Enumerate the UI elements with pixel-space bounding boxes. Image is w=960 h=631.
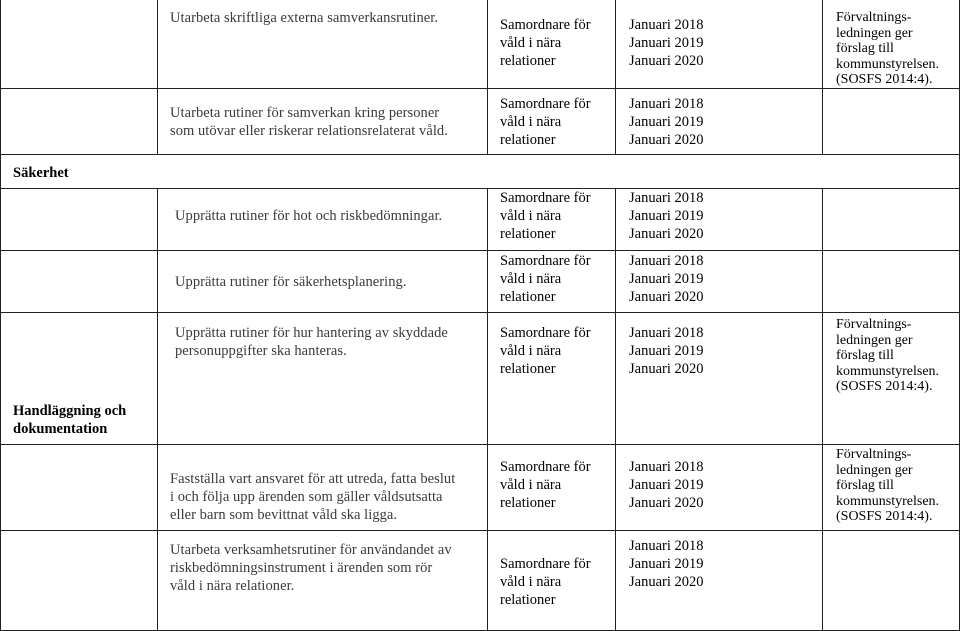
task-cell xyxy=(175,324,448,360)
task-line: Utarbeta skriftliga externa samverkansrutiner. xyxy=(170,10,439,26)
timeline-line: Januari 2020 xyxy=(629,495,704,511)
timeline-cell xyxy=(629,16,704,70)
note-line: ledningen ger xyxy=(836,332,913,348)
task-cell xyxy=(170,104,448,140)
responsible-line: våld i nära xyxy=(500,114,562,130)
responsible-line: våld i nära xyxy=(500,35,562,51)
responsible-line: våld i nära xyxy=(500,208,562,224)
timeline-cell xyxy=(629,324,704,378)
section-label-handlaggning xyxy=(13,402,126,438)
timeline-line: Januari 2020 xyxy=(629,132,704,148)
note-line: kommunstyrelsen. xyxy=(836,363,940,379)
responsible-line: Samordnare för xyxy=(500,556,591,572)
responsible-line: relationer xyxy=(500,289,556,305)
note-line: Förvaltnings- xyxy=(836,447,912,462)
column-border xyxy=(0,0,1,631)
note-line: förslag till xyxy=(836,41,894,56)
note-line: ledningen ger xyxy=(836,25,913,41)
timeline-line: Januari 2018 xyxy=(629,325,704,341)
column-border xyxy=(615,188,616,631)
note-line: förslag till xyxy=(836,348,894,363)
task-line: eller barn som bevittnat våld ska ligga. xyxy=(170,507,398,523)
task-cell xyxy=(170,470,455,524)
task-line: Upprätta rutiner för säkerhetsplanering. xyxy=(175,274,407,290)
note-cell xyxy=(836,10,939,88)
responsible-line: relationer xyxy=(500,495,556,511)
note-line: kommunstyrelsen. xyxy=(836,493,940,509)
timeline-line: Januari 2019 xyxy=(629,556,704,572)
section-label-line: Säkerhet xyxy=(13,165,69,181)
note-line: kommunstyrelsen. xyxy=(836,56,940,72)
column-border xyxy=(487,0,488,154)
row-border xyxy=(0,444,960,445)
task-line: riskbedömningsinstrument i ärenden som rör xyxy=(170,560,433,576)
task-line: Upprätta rutiner för hur hantering av skyddade xyxy=(175,325,448,341)
responsible-line: relationer xyxy=(500,132,556,148)
responsible-line: relationer xyxy=(500,361,556,377)
note-line: (SOSFS 2014:4). xyxy=(836,379,933,394)
task-cell xyxy=(175,273,407,291)
timeline-line: Januari 2019 xyxy=(629,343,704,359)
responsible-line: Samordnare för xyxy=(500,325,591,341)
task-line: personuppgifter ska hanteras. xyxy=(175,343,347,359)
timeline-line: Januari 2018 xyxy=(629,190,704,206)
timeline-line: Januari 2018 xyxy=(629,459,704,475)
timeline-line: Januari 2020 xyxy=(629,226,704,242)
timeline-line: Januari 2018 xyxy=(629,253,704,269)
timeline-line: Januari 2020 xyxy=(629,53,704,69)
note-cell xyxy=(836,317,939,395)
responsible-cell xyxy=(500,324,591,378)
note-line: (SOSFS 2014:4). xyxy=(836,72,933,87)
responsible-line: Samordnare för xyxy=(500,190,591,206)
timeline-line: Januari 2019 xyxy=(629,208,704,224)
task-line: Fastställa vart ansvaret för att utreda, fatta beslut xyxy=(170,471,456,487)
timeline-line: Januari 2018 xyxy=(629,17,704,33)
row-border xyxy=(0,88,960,89)
timeline-line: Januari 2019 xyxy=(629,477,704,493)
timeline-line: Januari 2019 xyxy=(629,114,704,130)
column-border xyxy=(822,0,823,154)
responsible-cell xyxy=(500,555,591,609)
task-cell xyxy=(170,9,438,27)
task-line: våld i nära relationer. xyxy=(170,578,295,594)
row-border xyxy=(0,250,960,251)
task-line: Utarbeta verksamhetsrutiner för användandet av xyxy=(170,542,452,558)
task-line: som utövar eller riskerar relationsrelaterat våld. xyxy=(170,123,448,139)
responsible-line: Samordnare för xyxy=(500,459,591,475)
note-line: Förvaltnings- xyxy=(836,10,912,25)
responsible-cell xyxy=(500,189,591,243)
timeline-line: Januari 2020 xyxy=(629,289,704,305)
timeline-line: Januari 2020 xyxy=(629,574,704,590)
row-border xyxy=(0,312,960,313)
responsible-line: våld i nära xyxy=(500,477,562,493)
row-border xyxy=(0,530,960,531)
row-border xyxy=(0,188,960,189)
note-cell xyxy=(836,447,939,525)
task-cell xyxy=(170,541,452,595)
task-line: i och följa upp ärenden som gäller våldsutsatta xyxy=(170,489,443,505)
note-line: ledningen ger xyxy=(836,462,913,478)
responsible-line: Samordnare för xyxy=(500,96,591,112)
responsible-line: våld i nära xyxy=(500,343,562,359)
timeline-cell xyxy=(629,252,704,306)
task-line: Upprätta rutiner för hot och riskbedömningar. xyxy=(175,208,443,224)
task-line: Utarbeta rutiner för samverkan kring personer xyxy=(170,105,440,121)
responsible-line: våld i nära xyxy=(500,271,562,287)
responsible-line: Samordnare för xyxy=(500,253,591,269)
timeline-line: Januari 2020 xyxy=(629,361,704,377)
responsible-cell xyxy=(500,16,591,70)
section-label-sakerhet xyxy=(13,164,69,182)
note-line: förslag till xyxy=(836,478,894,493)
timeline-cell xyxy=(629,458,704,512)
column-border xyxy=(487,188,488,631)
responsible-cell xyxy=(500,252,591,306)
section-label-line: dokumentation xyxy=(13,421,108,437)
responsible-line: relationer xyxy=(500,592,556,608)
column-border xyxy=(615,0,616,154)
section-label-line: Handläggning och xyxy=(13,403,127,419)
note-line: Förvaltnings- xyxy=(836,317,912,332)
timeline-line: Januari 2019 xyxy=(629,35,704,51)
timeline-line: Januari 2018 xyxy=(629,96,704,112)
responsible-line: Samordnare för xyxy=(500,17,591,33)
column-border xyxy=(157,188,158,631)
responsible-line: relationer xyxy=(500,226,556,242)
responsible-line: våld i nära xyxy=(500,574,562,590)
timeline-line: Januari 2019 xyxy=(629,271,704,287)
responsible-cell xyxy=(500,458,591,512)
task-cell xyxy=(175,207,442,225)
timeline-line: Januari 2018 xyxy=(629,538,704,554)
timeline-cell xyxy=(629,537,704,591)
note-line: (SOSFS 2014:4). xyxy=(836,509,933,524)
column-border xyxy=(822,188,823,631)
responsible-line: relationer xyxy=(500,53,556,69)
timeline-cell xyxy=(629,95,704,149)
responsible-cell xyxy=(500,95,591,149)
timeline-cell xyxy=(629,189,704,243)
row-border xyxy=(0,154,960,155)
column-border xyxy=(157,0,158,154)
